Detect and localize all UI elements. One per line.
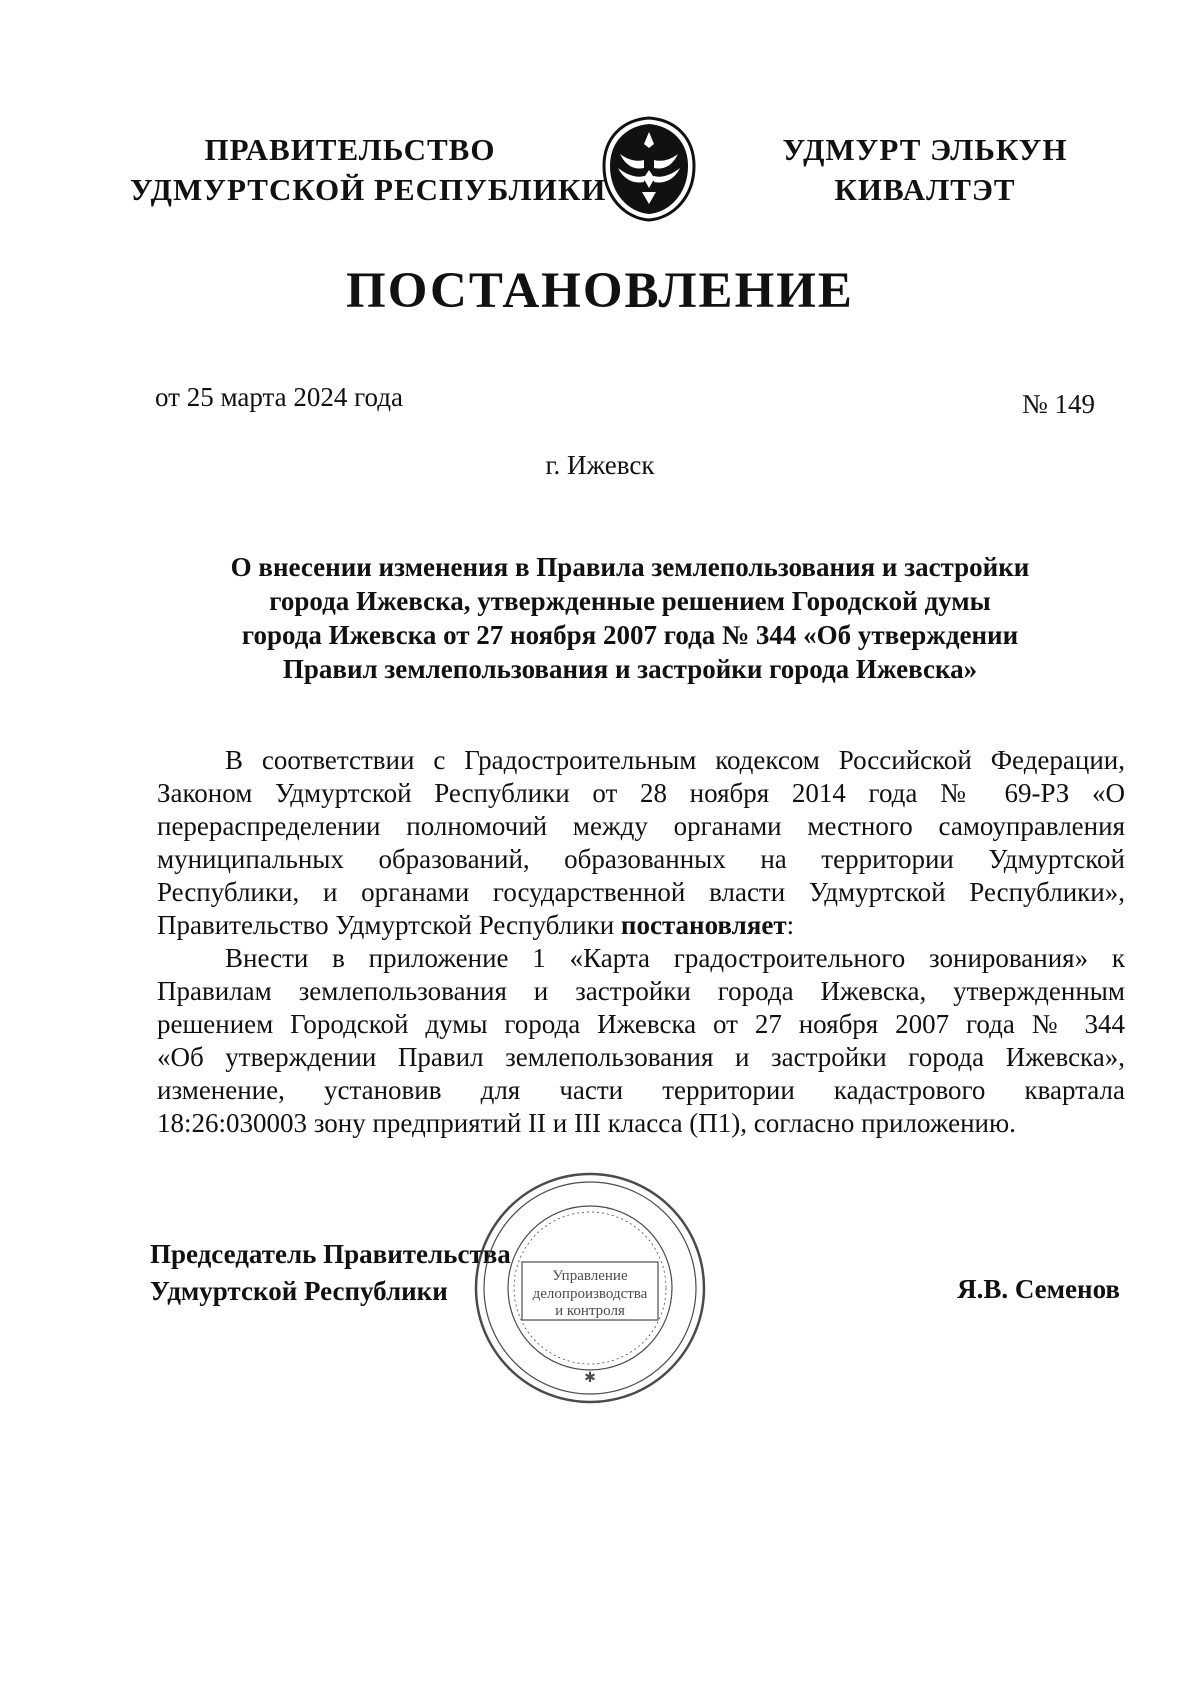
body-line-resolution [157, 909, 1125, 942]
document-title: ПОСТАНОВЛЕНИЕ [346, 263, 854, 319]
document-subject [150, 550, 1110, 686]
resolution-keyword: постановляет [620, 910, 787, 940]
body-line: «Об утверждении Правил землепользования и застройки города Ижевска», [157, 1042, 1125, 1072]
signatory-title-line1: Председатель Правительства [150, 1239, 511, 1269]
header-right-org [775, 130, 1075, 210]
official-seal-stamp [470, 1168, 710, 1408]
stamp-center-line1: Управление [552, 1268, 628, 1284]
body-line: изменение, установив для части территории кадастрового квартала [157, 1075, 1125, 1105]
signatory-name: Я.В. Семенов [957, 1274, 1120, 1304]
header-left-org [130, 130, 607, 210]
subject-line: Правил землепользования и застройки города Ижевска» [282, 654, 978, 684]
header-right-line1: УДМУРТ ЭЛЬКУН [782, 132, 1068, 167]
signatory-title [150, 1236, 511, 1310]
document-city: г. Ижевск [545, 450, 655, 480]
header-left-line1: ПРАВИТЕЛЬСТВО [204, 132, 496, 167]
body-line: Законом Удмуртской Республики от 28 ноября 2014 года № 69-РЗ «О [157, 778, 1125, 808]
subject-line: О внесении изменения в Правила землепользования и застройки [230, 552, 1030, 582]
document-date: от 25 марта 2024 года [155, 382, 403, 412]
body-line: В соответствии с Градостроительным кодексом Российской Федерации, [225, 745, 1125, 775]
svg-text:✱: ✱ [584, 1371, 596, 1386]
subject-line: города Ижевска от 27 ноября 2007 года № 344 «Об утверждении [241, 620, 1019, 650]
header-right-line2: КИВАЛТЭТ [834, 172, 1016, 207]
document-number: № 149 [1021, 389, 1095, 419]
body-line: Республики, и органами государственной власти Удмуртской Республики», [157, 877, 1125, 907]
stamp-center-line2: делопроизводства [532, 1286, 648, 1302]
body-line: 18:26:030003 зону предприятий II и III класса (П1), согласно приложению. [157, 1108, 1016, 1138]
resolution-prefix: Правительство Удмуртской Республики [157, 910, 621, 940]
body-line: перераспределении полномочий между органами местного самоуправления [157, 811, 1125, 841]
header-left-line2: УДМУРТСКОЙ РЕСПУБЛИКИ [130, 172, 607, 207]
resolution-suffix: : [786, 910, 795, 940]
body-line: решением Городской думы города Ижевска от 27 ноября 2007 года № 344 [157, 1009, 1125, 1039]
subject-line: города Ижевска, утвержденные решением Городской думы [269, 586, 991, 616]
body-line: Внести в приложение 1 «Карта градостроительного зонирования» к [225, 943, 1125, 973]
signatory-title-line2: Удмуртской Республики [150, 1276, 448, 1306]
document-body [157, 744, 1125, 1140]
body-line: муниципальных образований, образованных на территории Удмуртской [157, 844, 1125, 874]
stamp-center-line3: и контроля [555, 1303, 625, 1319]
udmurt-emblem-icon [598, 114, 700, 224]
body-line: Правилам землепользования и застройки города Ижевска, утвержденным [157, 976, 1125, 1006]
